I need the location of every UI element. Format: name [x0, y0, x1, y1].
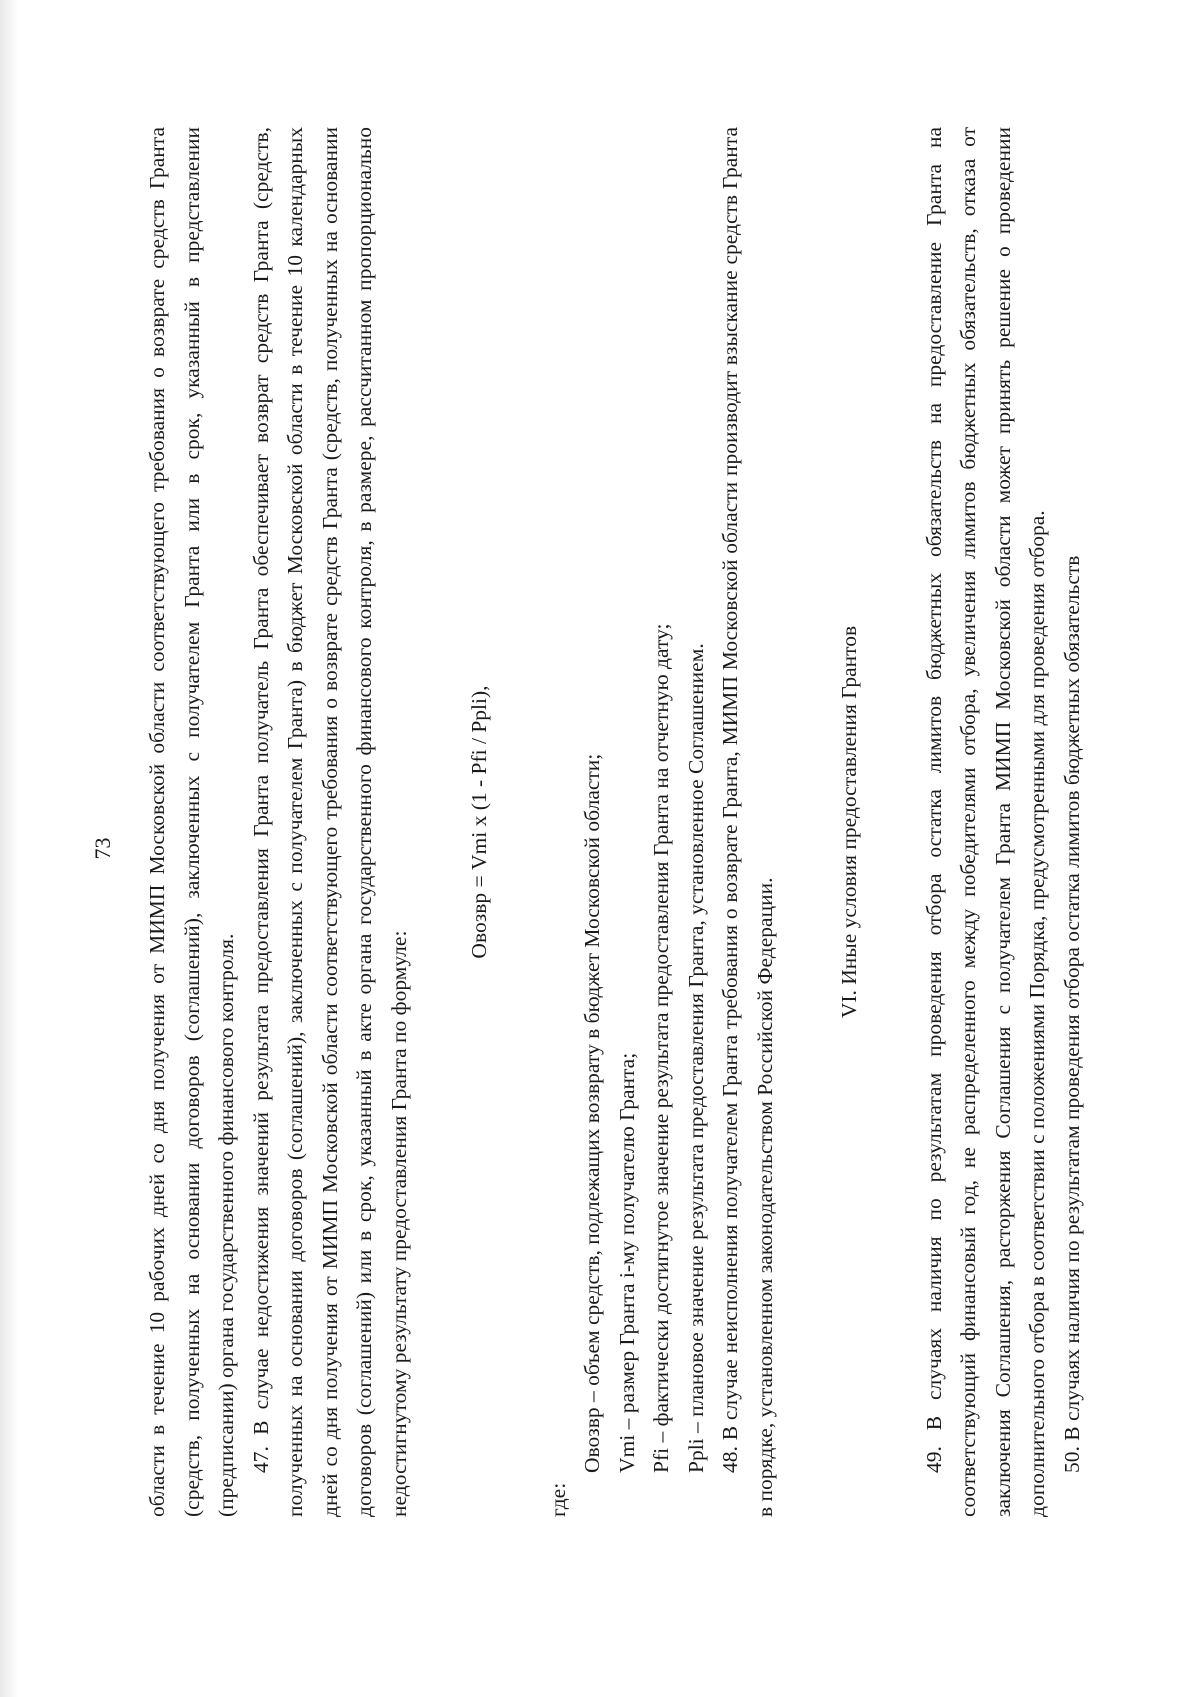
- section-title: VI. Иные условия предоставления Грантов: [837, 625, 861, 1019]
- definition-ovozvr: Овозвр – объем средств, подлежащих возврату в бюджет Московской области;: [580, 753, 604, 1473]
- definition-ppli: Ppli – плановое значение результата предоставления Гранта, установленное Соглашением.: [683, 643, 708, 1473]
- paragraph-continuation: области в течение 10 рабочих дней со дня получения от МИМП Московской области соответствующего требования о возврате средств Гранта (средств, полученных на основании договоров (соглашений), заключенных с получателем Гранта или в срок, указанный в представлении (предписании) органа государственного финансового контроля.: [145, 127, 238, 1517]
- paragraph-49: 49. В случаях наличия по результатам проведения отбора остатка лимитов бюджетных обязательств на предоставление Гранта на соответствующий финансовый год, не распределенного между победителями отбора, увеличения лимитов бюджетных обязательств, отказа от заключения Соглашения, расторжения Соглашения с получателем Гранта МИМП Московской области может принять решение о проведении дополнительного отбора в соответствии с положениями Порядка, предусмотренными для проведения отбора.: [921, 127, 1049, 1517]
- page-number: 73: [90, 837, 115, 860]
- where-label: где:: [545, 1482, 570, 1517]
- paragraph-50: 50. В случаях наличия по результатам проведения отбора остатка лимитов бюджетных обязательств: [1059, 555, 1084, 1473]
- return-formula: Овозвр = Vmi x (1 - Pfi / Ppli),: [467, 685, 491, 959]
- paragraph-47: 47. В случае недостижения значений результата предоставления Гранта получатель Гранта обеспечивает возврат средств Гранта (средств, полученных на основании договоров (соглашений), заключенных с получателем Гранта) в бюджет Московской области в течение 10 календарных дней со дня получения от МИМП Московской области соответствующего требования о возврате средств Гранта (средств, полученных на основании договоров (соглашений) или в срок, указанный в акте органа государственного финансового контроля, в размере, рассчитанном пропорционально недостигнутому результату предоставления Гранта по формуле:: [248, 127, 411, 1517]
- definition-pfi: Pfi – фактически достигнутое значение результата предоставления Гранта на отчетную дату;: [649, 623, 673, 1473]
- definition-vmi: Vmi – размер Гранта i-му получателю Гранта;: [614, 1052, 639, 1473]
- document-body: [140, 127, 1089, 1517]
- paragraph-48: 48. В случае неисполнения получателем Гранта требования о возврате Гранта, МИМП Московской области производит взыскание средств Гранта в порядке, установленном законодательством Российской Федерации.: [718, 127, 777, 1517]
